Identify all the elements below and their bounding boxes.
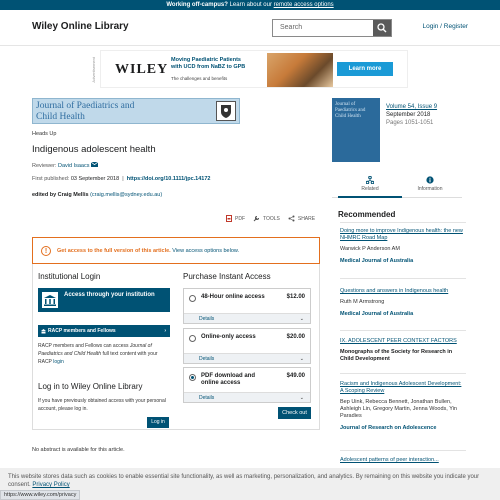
journal-cover[interactable] xyxy=(332,98,380,162)
institution-button-label: Access through your institution xyxy=(64,292,155,298)
ad-learn-more-button[interactable]: Learn more xyxy=(337,62,393,76)
ad-headline-line1: Moving Paediatric Patients xyxy=(171,57,241,63)
ad-subtext: The challenges and benefits xyxy=(171,76,228,81)
chevron-right-icon: › xyxy=(164,328,166,334)
recommended-authors: Bep Uink, Rebecca Bennett, Jonathan Bullen, Ashleigh Lin, Gregory Martin, Jenna Woods, Yin Paradies xyxy=(340,399,457,419)
share-menu[interactable] xyxy=(288,215,315,222)
search-button[interactable] xyxy=(373,20,391,36)
institution-icon xyxy=(42,292,58,308)
option-price: $20.00 xyxy=(286,334,305,340)
issue-pages: Pages 1051-1051 xyxy=(386,120,434,126)
ad-headline xyxy=(171,57,245,71)
racp-text-journal: Journal of Paediatrics and Child Health xyxy=(38,343,152,357)
option-price: $49.00 xyxy=(286,373,305,379)
recommended-title-link[interactable]: Racism and Indigenous Adolescent Development: A Scoping Review xyxy=(340,381,462,394)
option-radio-selected[interactable] xyxy=(189,374,196,381)
tab-related[interactable] xyxy=(338,176,402,198)
list-item xyxy=(340,288,466,318)
option-label: PDF download and online access xyxy=(201,373,255,386)
warning-icon: ! xyxy=(41,246,51,256)
list-item xyxy=(340,381,466,432)
pdf-tool[interactable] xyxy=(226,215,245,222)
remote-access-bar xyxy=(0,0,500,10)
recommended-journal[interactable]: Monographs of the Society for Research in Child Development xyxy=(340,349,453,362)
option-details-toggle[interactable] xyxy=(184,392,310,402)
journal-banner[interactable] xyxy=(32,98,240,124)
purchase-option[interactable] xyxy=(183,288,311,324)
edited-by-line xyxy=(32,192,162,198)
publication-line: First published: 03 September 2018 | https://doi.org/10.1111/jpc.14172 xyxy=(32,176,211,182)
login-description: If you have previously obtained access with your personal account, please log in. xyxy=(38,398,166,412)
option-price: $12.00 xyxy=(286,294,305,300)
purchase-option[interactable] xyxy=(183,367,311,403)
recommended-title-link[interactable]: Adolescent patterns of peer interaction... xyxy=(340,457,439,463)
journal-banner-title xyxy=(36,101,134,122)
recommended-authors: Warwick P Anderson AM xyxy=(340,246,400,252)
divider xyxy=(340,330,466,331)
access-message xyxy=(57,248,239,254)
site-logo[interactable]: Wiley Online Library xyxy=(32,21,129,32)
cookie-text xyxy=(8,473,483,489)
list-item xyxy=(340,457,466,464)
cover-line1: Journal of xyxy=(335,102,356,107)
option-radio[interactable] xyxy=(189,295,196,302)
option-radio[interactable] xyxy=(189,335,196,342)
privacy-policy-link[interactable]: Privacy Policy xyxy=(32,482,70,488)
details-label: Details xyxy=(199,356,215,362)
list-item xyxy=(340,228,466,265)
journal-cover-title xyxy=(335,102,365,120)
doi-link[interactable]: https://doi.org/10.1111/jpc.14172 xyxy=(126,176,211,182)
racp-login-link[interactable]: login xyxy=(53,359,64,365)
chevron-down-icon: ⌄ xyxy=(299,316,304,322)
share-icon xyxy=(288,215,295,222)
divider xyxy=(340,450,466,451)
recommended-title-link[interactable]: Doing more to improve Indigenous health: the new NHMRC Road Map xyxy=(340,228,463,241)
institutional-login-heading: Institutional Login xyxy=(38,272,101,281)
chevron-down-icon: ⌄ xyxy=(299,395,304,401)
wol-login-heading: Log in to Wiley Online Library xyxy=(38,382,143,391)
details-label: Details xyxy=(199,316,215,322)
tools-label: TOOLS xyxy=(263,215,280,222)
edited-by: edited by Craig Mellis xyxy=(32,192,89,198)
tab-information[interactable] xyxy=(398,176,462,192)
pdf-label: PDF xyxy=(235,215,245,222)
editor-email-link[interactable]: (craig.mellis@sydney.edu.au) xyxy=(90,192,163,198)
racp-icon xyxy=(41,329,46,334)
sidebar-tabs xyxy=(332,172,462,198)
search-box[interactable] xyxy=(272,19,392,37)
ad-label: Advertisement xyxy=(91,57,96,83)
recommended-journal[interactable]: Medical Journal of Australia xyxy=(340,258,414,264)
access-options-link[interactable]: View access options below. xyxy=(172,248,240,254)
divider xyxy=(340,222,466,223)
option-label: 48-Hour online access xyxy=(201,294,265,300)
reviewer-line xyxy=(32,162,98,169)
cookie-message: This website stores data such as cookies to enable essential site functionality, as well as marketing, personalization, and analytics. By remaining on this website you indicate your consent. xyxy=(8,474,480,488)
racp-button-label: RACP members and Fellows xyxy=(48,328,116,334)
article-section: Heads Up xyxy=(32,131,57,137)
reviewer-name-link[interactable]: David Isaacs xyxy=(57,163,90,169)
recommended-title-link[interactable]: Questions and answers in Indigenous health xyxy=(340,288,449,294)
tab-related-label: Related xyxy=(361,186,379,192)
volume-issue-link[interactable]: Volume 54, Issue 9 xyxy=(386,104,438,110)
recommended-journal[interactable]: Journal of Research on Adolescence xyxy=(340,425,437,431)
log-in-button[interactable]: Log in xyxy=(147,417,169,428)
no-abstract-note: No abstract is available for this article. xyxy=(32,447,125,453)
reviewer-label: Reviewer: xyxy=(32,163,57,169)
issue-meta xyxy=(386,103,437,127)
recommended-journal[interactable]: Medical Journal of Australia xyxy=(340,311,414,317)
share-label: SHARE xyxy=(297,215,316,222)
wrench-icon xyxy=(253,215,260,222)
pdf-icon xyxy=(226,215,232,222)
chevron-down-icon: ⌄ xyxy=(299,356,304,362)
issue-date: September 2018 xyxy=(386,112,431,118)
recommended-title-link[interactable]: IX. ADOLESCENT PEER CONTEXT FACTORS xyxy=(340,338,457,344)
purchase-option[interactable] xyxy=(183,328,311,364)
advertisement-banner[interactable] xyxy=(91,50,408,88)
option-label: Online-only access xyxy=(201,334,256,340)
option-details-toggle[interactable] xyxy=(184,313,310,323)
journal-banner-line2: Child Health xyxy=(36,111,85,122)
details-label: Details xyxy=(199,395,215,401)
article-tools xyxy=(226,215,315,222)
email-icon[interactable] xyxy=(91,162,98,167)
tab-information-label: Information xyxy=(417,186,443,192)
published-date: 03 September 2018 xyxy=(70,176,120,182)
divider xyxy=(340,373,466,374)
topbar-lead: Working off-campus? xyxy=(166,2,228,8)
ad-headline-line2: with UCD from NaBZ to GPB xyxy=(171,64,246,70)
recommended-heading: Recommended xyxy=(338,210,396,219)
topbar-text: Learn about our xyxy=(229,2,272,8)
divider xyxy=(340,278,466,279)
related-icon xyxy=(366,176,374,184)
journal-banner-line1: Journal of Paediatrics and xyxy=(36,101,135,111)
search-icon xyxy=(377,23,387,33)
option-details-toggle[interactable] xyxy=(184,353,310,363)
list-item xyxy=(340,338,466,363)
published-label: First published: xyxy=(32,176,70,182)
society-crest-icon xyxy=(216,101,236,121)
check-out-button[interactable]: Check out xyxy=(278,407,311,419)
access-notice-text: Get access to the full version of this article. xyxy=(57,248,171,254)
login-register-link[interactable]: Login / Register xyxy=(422,23,468,30)
search-input[interactable]: Search xyxy=(280,24,303,31)
info-icon xyxy=(426,176,434,184)
recommended-authors: Ruth M Armstrong xyxy=(340,299,385,305)
remote-access-link[interactable]: remote access options xyxy=(273,2,334,8)
site-header xyxy=(0,10,500,46)
ad-photo xyxy=(267,53,333,87)
tools-menu[interactable] xyxy=(253,215,280,222)
access-notice xyxy=(32,237,320,264)
cover-line3: Child Health xyxy=(335,114,361,119)
access-through-institution-button[interactable] xyxy=(38,288,170,312)
racp-members-button[interactable] xyxy=(38,325,170,337)
racp-text-2: full text content with your RACP xyxy=(38,351,158,365)
ad-wiley-logo: WILEY xyxy=(115,62,169,77)
racp-text-1: RACP members and Fellows can access xyxy=(38,343,129,349)
status-bar-url: https://www.wiley.com/privacy xyxy=(0,490,80,500)
cover-line2: Paediatrics and xyxy=(335,108,366,113)
purchase-heading: Purchase Instant Access xyxy=(183,272,271,281)
article-title: Indigenous adolescent health xyxy=(32,144,156,155)
racp-description xyxy=(38,342,172,366)
